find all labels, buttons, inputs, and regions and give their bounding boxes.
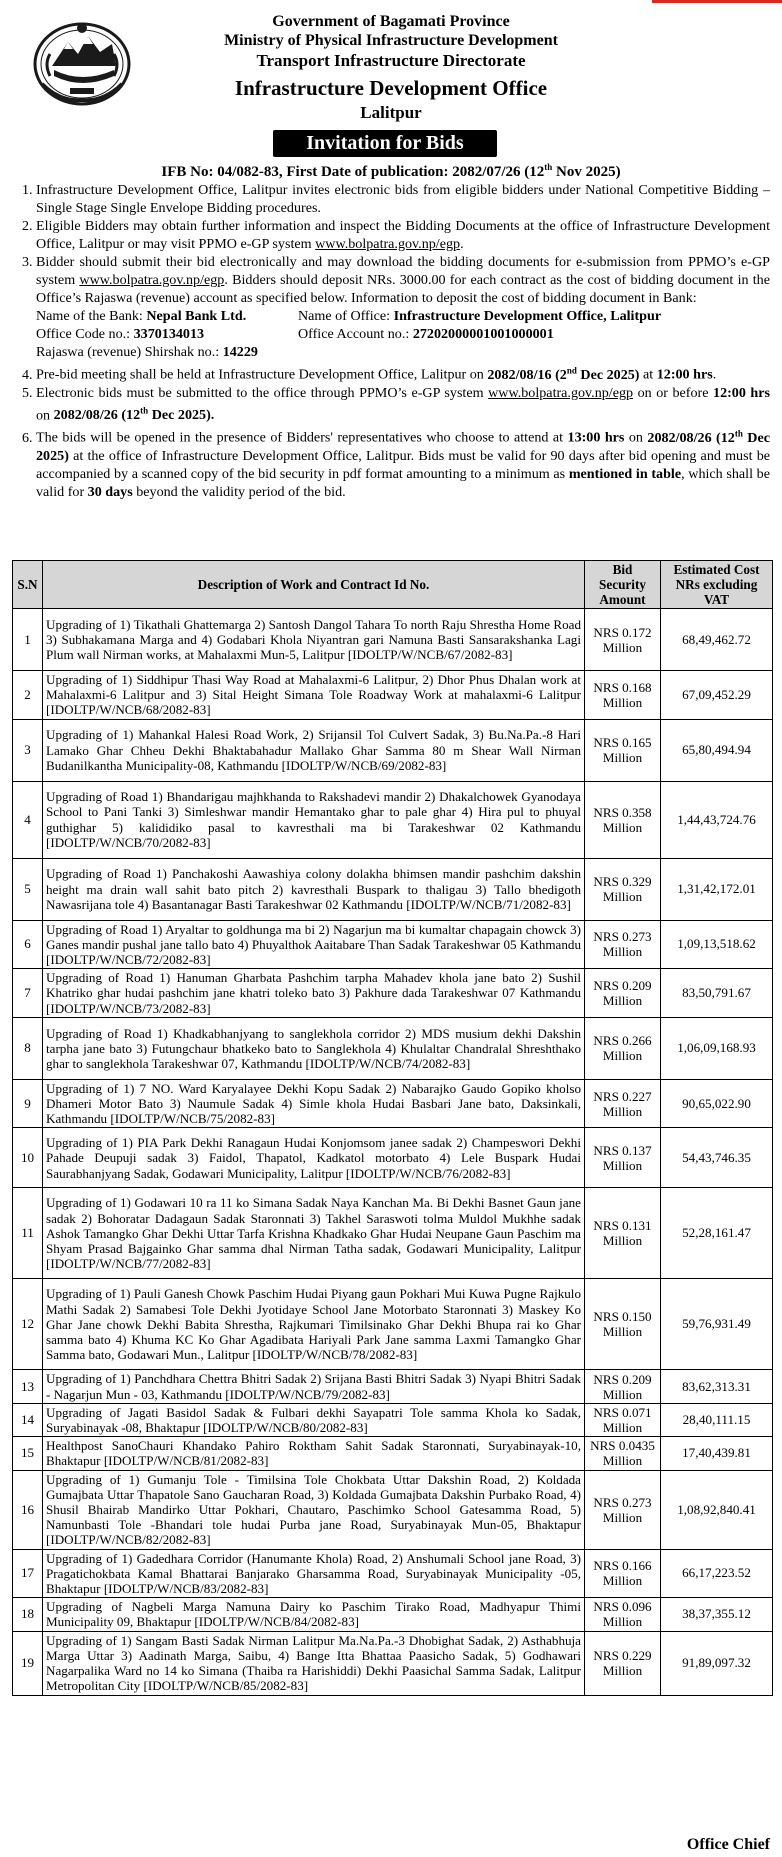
clause-4-mid: at [639, 366, 657, 383]
table-row [13, 969, 773, 1018]
submission-date-b: Dec 2025). [148, 407, 215, 424]
row-bid-security: NRS 0.0435 Million [585, 1437, 661, 1470]
row-description: Upgrading of Road 1) Aryaltar to goldhunga ma bi 2) Nagarjun ma bi kumaltar chapagain chowck 3) Ganes mandir pushal jane tallo bato 4) Phuyalthok Aaitabare Than Sadak Tarakeshwar 05 Kathmandu [IDOLTP/W/NCB/72/2082-83] [43, 920, 585, 969]
row-bid-security: NRS 0.096 Million [585, 1598, 661, 1631]
row-bid-security: NRS 0.229 Million [585, 1631, 661, 1695]
submission-date-sup: th [140, 405, 149, 416]
col-header-sn: S.N [13, 561, 43, 609]
row-sn: 4 [13, 781, 43, 858]
row-description: Upgrading of 1) Sangam Basti Sadak Nirman Lalitpur Ma.Na.Pa.-3 Dhobighat Sadak, 2) Asthabhuja Marga Uttar 3) Aadinath Marga, Saibu, 4) Bange Itta Bhattaa Paasicho Sadak, 5) Godhawari Nagarpalika Ward no 14 ko Simana (Thaiba ra Harishiddi) Dekhi Paasichal Samma Sadak, Lalitpur Metropolitan City [IDOLTP/W/NCB/85/2082-83] [43, 1631, 585, 1695]
row-description: Upgrading of 1) Godawari 10 ra 11 ko Simana Sadak Naya Kanchan Ma. Bi Dekhi Basnet Gaun jane sadak 2) Bohoratar Dadagaun Sadak Staronnati 3) Takhel Saraswoti tolma Muldol Mukhhe sadak Ashok Tamangko Ghar Dekhi Uttar Tarfa Krishna Khadkako Ghar Hudai Neupane Gaun Paschim ma Shyam Prasad Bajgainko Ghar samma dhal Nirman Tatha sadak, Godawari Municipality, Lalitpur [IDOLTP/W/NCB/77/2082-83] [43, 1188, 585, 1279]
row-sn: 5 [13, 858, 43, 920]
bids-table [12, 560, 773, 1696]
office-code-value: 3370134013 [133, 326, 205, 342]
row-description: Upgrading of Nagbeli Marga Namuna Dairy ko Paschim Tirako Road, Madhyapur Thimi Municipality 09, Bhaktapur [IDOLTP/W/NCB/84/2082-83] [43, 1598, 585, 1631]
table-row [13, 1598, 773, 1631]
row-bid-security: NRS 0.227 Million [585, 1079, 661, 1128]
table-row [13, 719, 773, 781]
table-row [13, 920, 773, 969]
prebid-date [487, 367, 639, 383]
row-bid-security: NRS 0.131 Million [585, 1188, 661, 1279]
directorate-line: Transport Infrastructure Directorate [256, 51, 526, 70]
row-sn: 15 [13, 1437, 43, 1470]
row-bid-security: NRS 0.168 Million [585, 671, 661, 720]
clause-3-text: Bidder should submit their bid electronically and may download the bidding documents for e-submission from PPMO’s e-GP system [36, 254, 770, 288]
row-bid-security: NRS 0.166 Million [585, 1549, 661, 1598]
office-name-label: Name of Office: [298, 308, 394, 324]
table-row [13, 609, 773, 671]
row-sn: 10 [13, 1128, 43, 1188]
row-description: Upgrading of 1) PIA Park Dekhi Ranagaun Hudai Konjomsom janee sadak 2) Champeswori Dekhi Pahade Deupuji sadak 3) Faidol, Thapatol, Kadkatol motorbato 4) Lele Buspark Hudai Saurabhanjyang Sadak, Godawari Municipality, Lalitpur [IDOLTP/W/NCB/76/2082-83] [43, 1128, 585, 1188]
row-bid-security: NRS 0.137 Million [585, 1128, 661, 1188]
clause-5-text: Electronic bids must be submitted to the office through PPMO’s e-GP system [36, 384, 489, 401]
row-description: Upgrading of Road 1) Bhandarigau majhkhanda to Rakshadevi mandir 2) Dhakalchowek Gyanodaya School to Pani Tanki 3) Simleshwar mandir Hemantako ghar to pale ghar 4) Hira pul to phuyal guthighar 5) kalididiko pasal to kavresthali ma bi Tarakeshwar 02 Kathmandu [IDOLTP/W/NCB/70/2082-83] [43, 781, 585, 858]
clause-6-text-2: at the office of Infrastructure Development Office, Lalitpur. Bids must be valid for 90 days after bid opening and must be accompanied by a scanned copy of the bid security in pdf format amounting to a minimum as [36, 448, 770, 483]
row-estimated-cost: 83,62,313.31 [661, 1370, 773, 1403]
prebid-date-a: 2082/08/16 (2 [487, 366, 567, 383]
row-estimated-cost: 59,76,931.49 [661, 1279, 773, 1370]
row-sn: 7 [13, 969, 43, 1018]
clause-2-text: Eligible Bidders may obtain further information and inspect the Bidding Documents at the office of Infrastructure Development Office, Lalitpur or may visit PPMO e-GP system [36, 218, 770, 252]
office-name-value: Infrastructure Development Office, Lalitpur [393, 308, 662, 324]
clause-4-end: . [712, 366, 717, 383]
office-code-label: Office Code no.: [36, 326, 134, 342]
rajaswa-shirshak [36, 343, 770, 361]
table-row [13, 1437, 773, 1470]
bank-name-label: Name of the Bank: [36, 308, 147, 324]
row-bid-security: NRS 0.209 Million [585, 1370, 661, 1403]
row-sn: 3 [13, 719, 43, 781]
bank-name [36, 307, 298, 325]
table-row [13, 1079, 773, 1128]
bank-name-value: Nepal Bank Ltd. [146, 308, 247, 324]
egp-link[interactable]: www.bolpatra.gov.np/egp [79, 272, 225, 288]
row-description: Upgrading of 1) Gadedhara Corridor (Hanumante Khola) Road, 2) Anshumali School jane Road, 3) Pragatichokbata Kamal Bhattarai Banjarako Gharsamma Road, Suryabinayak Municipality -05, Bhaktapur [IDOLTP/W/NCB/83/2082-83] [43, 1549, 585, 1598]
row-bid-security: NRS 0.172 Million [585, 609, 661, 671]
row-bid-security: NRS 0.150 Million [585, 1279, 661, 1370]
clause-5-mid-2: on [36, 407, 54, 424]
clause-3-text-2: . Bidders should deposit NRs. 3000.00 for each contract as the cost of bidding document in the Office’s Rajaswa (revenue) account as specified below. Information to deposit the cost of bidding document in Bank: [36, 272, 770, 306]
clause-6-text-3: , which shall be valid for [36, 466, 770, 501]
row-estimated-cost: 1,06,09,168.93 [661, 1017, 773, 1079]
clause-4-text: Pre-bid meeting shall be held at Infrastructure Development Office, Lalitpur on [36, 366, 488, 383]
submission-date-a: 2082/08/26 (12 [53, 407, 141, 424]
table-row [13, 1279, 773, 1370]
validity-days: 30 days [87, 484, 133, 501]
table-row [13, 1017, 773, 1079]
clause-1 [36, 181, 770, 217]
row-sn: 6 [13, 920, 43, 969]
row-sn: 2 [13, 671, 43, 720]
signatory: Office Chief [686, 1836, 770, 1853]
prebid-date-sup: nd [566, 365, 577, 375]
office-account [298, 325, 770, 343]
row-bid-security: NRS 0.329 Million [585, 858, 661, 920]
table-reference: mentioned in table [568, 466, 682, 483]
row-bid-security: NRS 0.165 Million [585, 719, 661, 781]
row-description: Upgrading of 1) Tikathali Ghattemarga 2) Santosh Dangol Tahara To north Raju Shrestha Home Road 3) Subhakamana Marga and 4) Godabari Khola Niyantran gari Namuna Basti Sansarakshanka Lagi Plum wall Nirman works, at Mahalaxmi Mun-5, Lalitpur [IDOLTP/W/NCB/67/2082-83] [43, 609, 585, 671]
rajaswa-label: Rajaswa (revenue) Shirshak no.: [36, 344, 223, 360]
row-estimated-cost: 83,50,791.67 [661, 969, 773, 1018]
table-row [13, 1470, 773, 1549]
invitation-banner: Invitation for Bids [273, 130, 497, 157]
row-sn: 19 [13, 1631, 43, 1695]
row-estimated-cost: 68,49,462.72 [661, 609, 773, 671]
submission-time: 12:00 hrs [713, 384, 771, 401]
row-description: Upgrading of 1) Mahankal Halesi Road Work, 2) Srijansil Tol Culvert Sadak, 3) Bu.Na.Pa.-8 Hari Lamako Ghar Chheu Dekhi Bhaktabahadur Mallako Ghar Samma 80 m Shear Wall Nirman Budanilkantha Municipality-08, Kathmandu [IDOLTP/W/NCB/69/2082-83] [43, 719, 585, 781]
row-sn: 9 [13, 1079, 43, 1128]
table-row [13, 1631, 773, 1695]
row-sn: 8 [13, 1017, 43, 1079]
row-description: Upgrading of Road 1) Panchakoshi Aawashiya colony dolakha bhimsen mandir pashchim dakshin height ma drain wall sahit bato pitch 2) kavresthali Buspark to thaligau 3) Tallo bhedigoth Nawasrijana tole 4) Basantanagar Basti Tarakeshwar 02 Kathmandu [IDOLTP/W/NCB/71/2082-83] [43, 858, 585, 920]
row-estimated-cost: 65,80,494.94 [661, 719, 773, 781]
table-row [13, 671, 773, 720]
rajaswa-value: 14229 [222, 344, 258, 360]
office-code [36, 325, 298, 343]
row-estimated-cost: 91,89,097.32 [661, 1631, 773, 1695]
ministry-line: Ministry of Physical Infrastructure Development [224, 32, 558, 49]
row-bid-security: NRS 0.266 Million [585, 1017, 661, 1079]
clause-5 [36, 384, 770, 425]
row-description: Upgrading of 1) Pauli Ganesh Chowk Paschim Hudai Piyang gaun Pokhari Mui Kuwa Pugne Rajkulo Mathi Sadak 2) Samabesi Tole Dekhi Jyotidaye School Jane Motorbato Staronnati 3) Maskey Ko Ghar Jane chowk Dekhi Babita Shrestha, Rajkumari Timilsinako Ghar Dekhi Bhupa rai ko Ghar samma bato 4) Khuma KC Ko Ghar Agadibata Hariyali Park Jane samma Laxmi Tamangko Ghar Samma bato, Godawari Mun., Lalitpur [IDOLTP/W/NCB/78/2082-83] [43, 1279, 585, 1370]
opening-date-b: Dec 2025) [36, 430, 770, 465]
row-estimated-cost: 1,08,92,840.41 [661, 1470, 773, 1549]
table-row [13, 1549, 773, 1598]
bank-details [36, 307, 770, 343]
opening-time: 13:00 hrs [567, 430, 625, 447]
clause-4 [36, 361, 770, 384]
col-header-security: Bid Security Amount [585, 561, 661, 609]
row-bid-security: NRS 0.358 Million [585, 781, 661, 858]
row-description: Upgrading of 1) Panchdhara Chettra Bhitri Sadak 2) Srijana Basti Bhitri Sadak 3) Nyapi Bhitri Sadak - Nagarjun Mun - 03, Kathmandu [IDOLTP/W/NCB/79/2082-83] [43, 1370, 585, 1403]
clause-6-text-4: beyond the validity period of the bid. [132, 484, 346, 501]
egp-link[interactable]: www.bolpatra.gov.np/egp [488, 384, 634, 401]
row-estimated-cost: 38,37,355.12 [661, 1598, 773, 1631]
row-sn: 18 [13, 1598, 43, 1631]
office-title: Infrastructure Development Office [234, 76, 548, 100]
row-description: Upgrading of Road 1) Hanuman Gharbata Pashchim tarpha Mahadev khola jane bato 2) Sushil Khatriko ghar hudai pashchim jane khatri toleko bato 3) Pakhure dada Tarakeshwar 07 Kathmandu [IDOLTP/W/NCB/73/2082-83] [43, 969, 585, 1018]
table-row [13, 781, 773, 858]
clause-2-end: . [460, 236, 464, 252]
table-header-row [13, 561, 773, 609]
clause-1-text: Infrastructure Development Office, Lalitpur invites electronic bids from eligible bidders under National Competitive Bidding – Single Stage Single Envelope Bidding procedures. [36, 182, 770, 216]
row-bid-security: NRS 0.273 Million [585, 1470, 661, 1549]
clause-2 [36, 217, 770, 253]
office-location: Lalitpur [360, 103, 422, 122]
row-estimated-cost: 54,43,746.35 [661, 1128, 773, 1188]
ifb-prefix: IFB No: 04/082-83, First Date of publication: 2082/07/26 (12 [161, 164, 545, 180]
table-row [13, 1403, 773, 1436]
office-name [298, 307, 770, 325]
prebid-date-b: Dec 2025) [576, 366, 640, 383]
ifb-suffix: Nov 2025) [552, 164, 621, 180]
clause-6-text: The bids will be opened in the presence of Bidders' representatives who choose to attend at [36, 430, 568, 447]
col-header-cost: Estimated Cost NRs excluding VAT [661, 561, 773, 609]
row-sn: 12 [13, 1279, 43, 1370]
table-row [13, 1370, 773, 1403]
row-estimated-cost: 1,31,42,172.01 [661, 858, 773, 920]
row-sn: 17 [13, 1549, 43, 1598]
row-estimated-cost: 1,09,13,518.62 [661, 920, 773, 969]
col-header-description: Description of Work and Contract Id No. [43, 561, 585, 609]
clause-6-mid: on [624, 430, 648, 447]
egp-link[interactable]: www.bolpatra.gov.np/egp [315, 236, 461, 252]
clause-3 [36, 253, 770, 361]
row-description: Upgrading of 1) Gumanju Tole - Timilsina Tole Chokbata Uttar Dakshin Road, 2) Koldada Gumajbata Uttar Thapatole Sano Gaucharan Road, 3) Koldada Gumajbata Dakshin Purbako Road, 4) Shusil Bhairab Mandirko Uttar Pokhari, Chautaro, Paschimko School Gatesamma Road, 5) Namunbasti Tole -Bhandari tole hudai Purba jane Road, Suryabinayak Mun-05, Bhaktapur [IDOLTP/W/NCB/82/2082-83] [43, 1470, 585, 1549]
ifb-line [0, 162, 782, 181]
row-sn: 14 [13, 1403, 43, 1436]
submission-date [54, 407, 215, 423]
ifb-sup: th [544, 162, 553, 172]
row-bid-security: NRS 0.209 Million [585, 969, 661, 1018]
table-row [13, 858, 773, 920]
table-row [13, 1188, 773, 1279]
row-estimated-cost: 1,44,43,724.76 [661, 781, 773, 858]
office-account-value: 27202000001001000001 [412, 326, 554, 342]
row-description: Upgrading of 1) 7 NO. Ward Karyalayee Dekhi Kopu Sadak 2) Nabarajko Gaudo Gopiko kholso Dhameri Motor Bato 3) Naumule Sadak 4) Simle khola Hudai Basbari Jane bato, Daksinkali, Kathmandu [IDOLTP/W/NCB/75/2082-83] [43, 1079, 585, 1128]
row-estimated-cost: 90,65,022.90 [661, 1079, 773, 1128]
clause-5-mid: on or before [633, 384, 714, 401]
row-estimated-cost: 17,40,439.81 [661, 1437, 773, 1470]
row-sn: 11 [13, 1188, 43, 1279]
clause-6 [36, 424, 770, 501]
row-sn: 16 [13, 1470, 43, 1549]
prebid-time: 12:00 hrs [656, 366, 713, 383]
row-estimated-cost: 66,17,223.52 [661, 1549, 773, 1598]
opening-date-sup: th [734, 428, 743, 439]
bids-table-body [13, 609, 773, 1696]
row-description: Upgrading of 1) Siddhipur Thasi Way Road at Mahalaxmi-6 Lalitpur, 2) Dhor Phus Dhalan work at Mahalaxmi-6 Lalitpur and 3) Sital Height Simana Tole Roadway Work at mahalaxmi-6 Lalitpur [IDOLTP/W/NCB/68/2082-83] [43, 671, 585, 720]
row-sn: 1 [13, 609, 43, 671]
row-bid-security: NRS 0.071 Million [585, 1403, 661, 1436]
table-row [13, 1128, 773, 1188]
row-description: Healthpost SanoChauri Khandako Pahiro Roktham Sahit Sadak Staronnati, Suryabinayak-10, Bhaktapur [IDOLTP/W/NCB/81/2082-83] [43, 1437, 585, 1470]
row-estimated-cost: 28,40,111.15 [661, 1403, 773, 1436]
row-description: Upgrading of Road 1) Khadkabhanjyang to sanglekhola corridor 2) MDS musium dekhi Dakshin tarpha jane bato 3) Futungchaur bhatkeko bato to Sanglekhola 4) Khulaltar Chandralal Shreshthako ghar to sanglekhola Tarakeshwar 07, Kathmandu [IDOLTP/W/NCB/74/2082-83] [43, 1017, 585, 1079]
row-sn: 13 [13, 1370, 43, 1403]
row-bid-security: NRS 0.273 Million [585, 920, 661, 969]
row-description: Upgrading of Jagati Basidol Sadak & Fulbari dekhi Sayapatri Tole samma Khola ko Sadak, Suryabinayak -08, Bhaktapur [IDOLTP/W/NCB/80/2082-83] [43, 1403, 585, 1436]
opening-date-a: 2082/08/26 (12 [647, 430, 735, 447]
bid-clauses [14, 181, 770, 501]
government-line: Government of Bagamati Province [272, 13, 510, 30]
row-estimated-cost: 52,28,161.47 [661, 1188, 773, 1279]
top-accent-mark [652, 0, 782, 3]
office-account-label: Office Account no.: [298, 326, 413, 342]
row-estimated-cost: 67,09,452.29 [661, 671, 773, 720]
